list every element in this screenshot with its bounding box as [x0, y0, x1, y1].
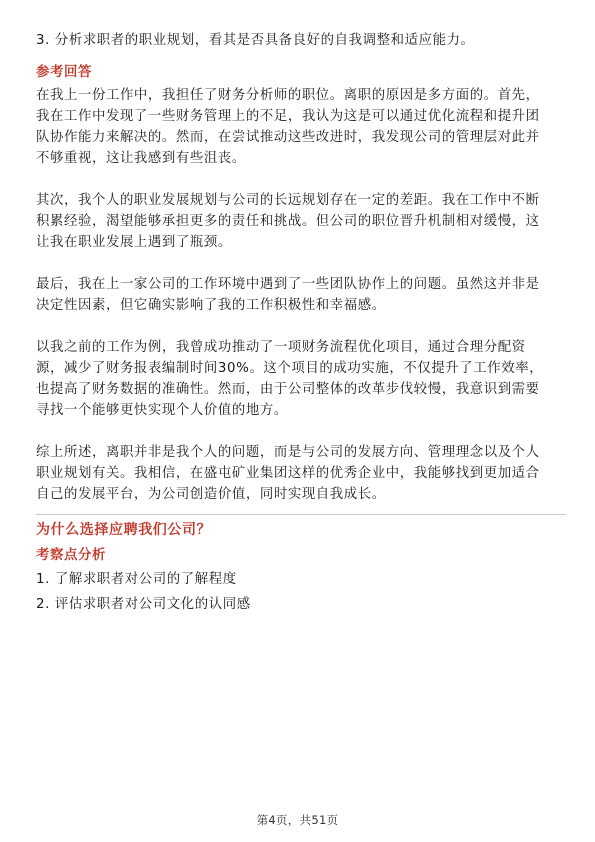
- text-line: 不够重视，这让我感到有些沮丧。: [36, 151, 246, 166]
- text-line: 源，减少了财务报表编制时间30%。这个项目的成功实施，不仅提升了工作效率，: [36, 361, 544, 376]
- question-title: 为什么选择应聘我们公司？: [36, 522, 212, 538]
- page-content: [36, 30, 566, 615]
- text-line: 队协作能力来解决的。然而，在尝试推动这些改进时，我发现公司的管理层对此并: [36, 130, 540, 145]
- answer-paragraph: [36, 337, 566, 421]
- text-line: 综上所述，离职并非是我个人的问题，而是与公司的发展方向、管理理念以及个人: [36, 445, 540, 460]
- analysis-item-2: 2. 评估求职者对公司文化的认同感: [36, 597, 251, 612]
- answer-paragraph: [36, 85, 566, 169]
- answer-paragraph: [36, 274, 566, 316]
- text-line: 决定性因素，但它确实影响了我的工作积极性和幸福感。: [36, 298, 386, 313]
- text-line: 最后，我在上一家公司的工作环境中遇到了一些团队协作上的问题。虽然这并非是: [36, 277, 540, 292]
- text-line: 在我上一份工作中，我担任了财务分析师的职位。离职的原因是多方面的。首先，: [36, 88, 540, 103]
- page-number: 第4页，共51页: [256, 813, 339, 827]
- text-line: 让我在职业发展上遇到了瓶颈。: [36, 235, 232, 250]
- text-line: 自己的发展平台，为公司创造价值，同时实现自我成长。: [36, 487, 386, 502]
- answer-label: 参考回答: [36, 65, 92, 80]
- prev-analysis-item-3: 3. 分析求职者的职业规划，看其是否具备良好的自我调整和适应能力。: [36, 33, 475, 48]
- answer-paragraph: [36, 190, 566, 253]
- text-line: 积累经验，渴望能够承担更多的责任和挑战。但公司的职位晋升机制相对缓慢，这: [36, 214, 540, 229]
- text-line: 我在工作中发现了一些财务管理上的不足，我认为这是可以通过优化流程和提升团: [36, 109, 540, 124]
- text-line: 也提高了财务数据的准确性。然而，由于公司整体的改革步伐较慢，我意识到需要: [36, 382, 540, 397]
- section-divider: [36, 514, 566, 515]
- text-line: 其次，我个人的职业发展规划与公司的长远规划存在一定的差距。我在工作中不断: [36, 193, 540, 208]
- analysis-item-1: 1. 了解求职者对公司的了解程度: [36, 572, 237, 587]
- analysis-label: 考察点分析: [36, 548, 106, 563]
- text-line: 职业规划有关。我相信，在盛屯矿业集团这样的优秀企业中，我能够找到更加适合: [36, 466, 540, 481]
- text-line: 寻找一个能够更快实现个人价值的地方。: [36, 403, 288, 418]
- text-line: 以我之前的工作为例，我曾成功推动了一项财务流程优化项目，通过合理分配资: [36, 340, 526, 355]
- answer-paragraph: [36, 442, 566, 505]
